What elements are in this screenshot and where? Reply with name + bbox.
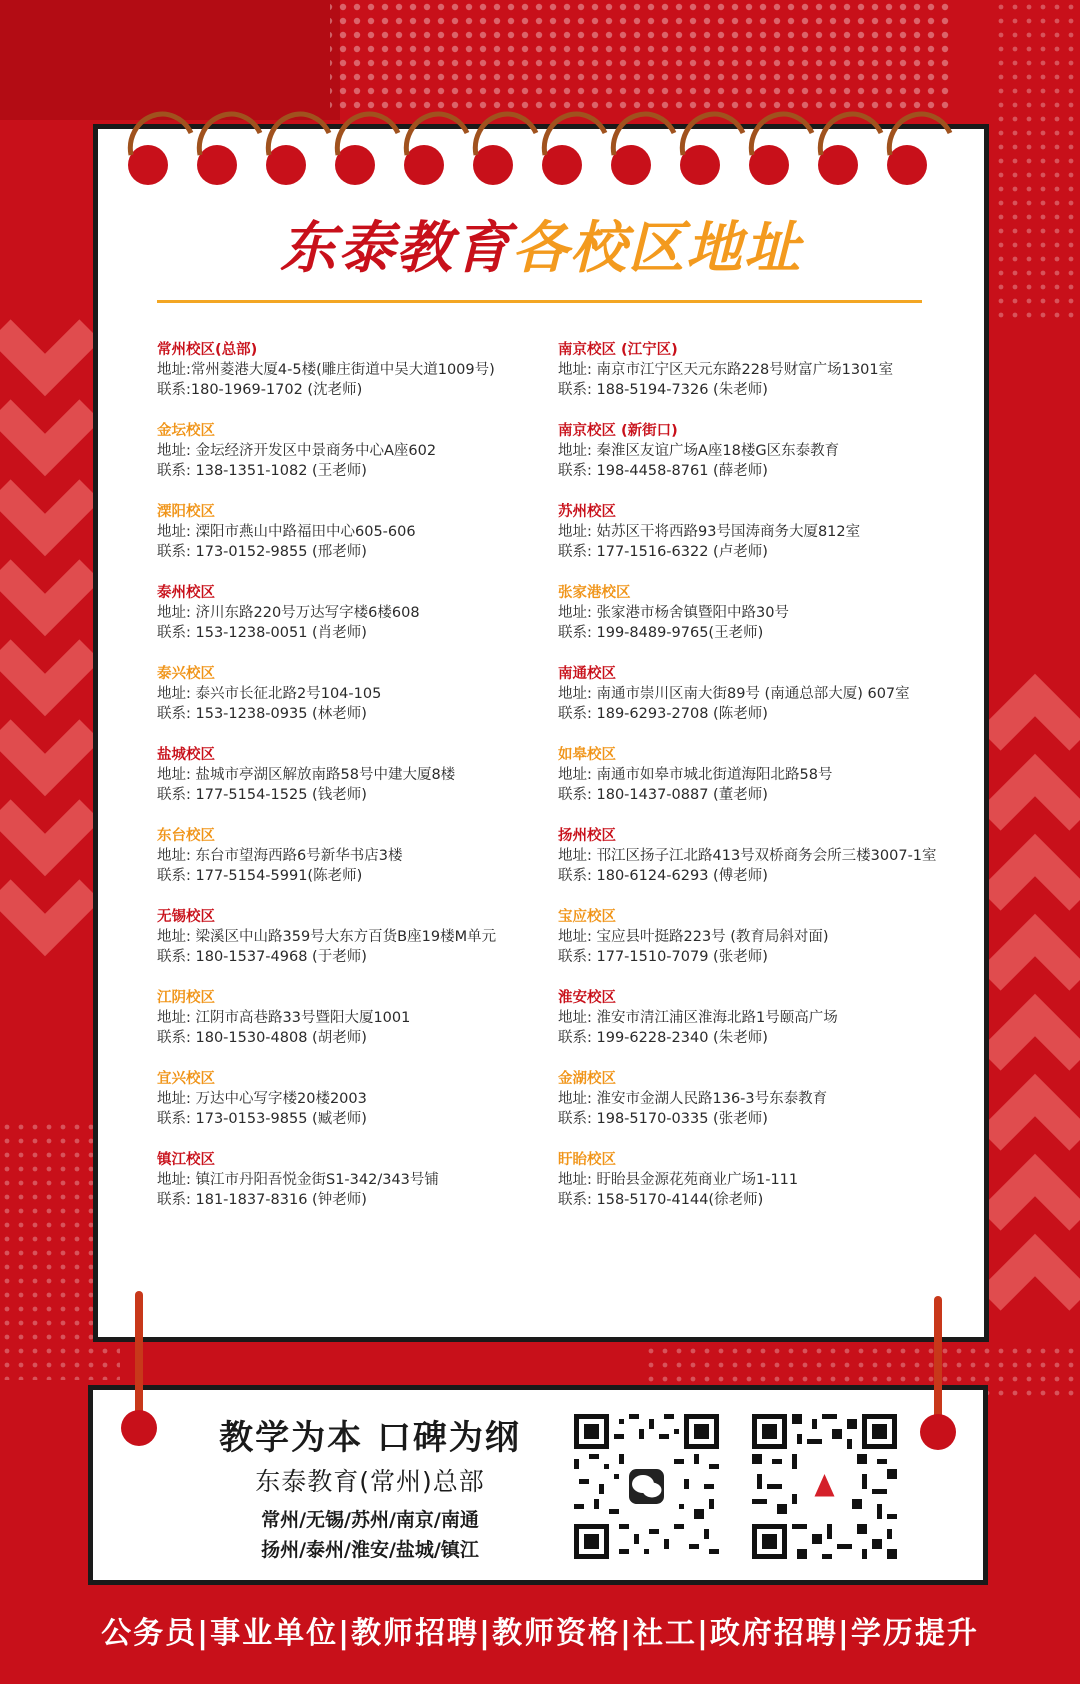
campus-item xyxy=(157,826,577,907)
campus-address: 地址: 盱眙县金源花苑商业广场1-111 xyxy=(558,1172,799,1188)
campus-address: 地址: 姑苏区干将西路93号国涛商务大厦812室 xyxy=(558,524,861,540)
campus-address: 地址: 秦淮区友谊广场A座18楼G区东泰教育 xyxy=(558,443,840,459)
campus-name: 东台校区 xyxy=(157,828,215,844)
campus-item xyxy=(157,1069,577,1150)
campus-contact: 联系: 153-1238-0935 (林老师) xyxy=(157,706,367,722)
campus-item xyxy=(157,583,577,664)
campus-contact: 联系: 173-0152-9855 (邢老师) xyxy=(157,544,367,560)
campus-name: 金坛校区 xyxy=(157,423,215,439)
campus-list-left xyxy=(157,340,577,1231)
campus-contact: 联系: 177-5154-1525 (钱老师) xyxy=(157,787,367,803)
campus-address: 地址: 淮安市清江浦区淮海北路1号颐高广场 xyxy=(558,1010,838,1026)
category-bar: 公务员|事业单位|教师招聘|教师资格|社工|政府招聘|学历提升 xyxy=(101,1616,979,1651)
campus-item xyxy=(558,826,978,907)
campus-name: 泰兴校区 xyxy=(157,666,215,682)
city-list-line: 常州/无锡/苏州/南京/南通 xyxy=(261,1509,479,1531)
campus-item xyxy=(558,502,978,583)
campus-address: 地址: 宝应县叶挺路223号 (教育局斜对面) xyxy=(558,929,829,945)
campus-item xyxy=(558,421,978,502)
campus-contact: 联系: 189-6293-2708 (陈老师) xyxy=(558,706,768,722)
campus-item xyxy=(558,745,978,826)
campus-address: 地址: 淮安市金湖人民路136-3号东泰教育 xyxy=(558,1091,828,1107)
campus-contact: 联系: 198-4458-8761 (薛老师) xyxy=(558,463,768,479)
campus-address: 地址: 邗江区扬子江北路413号双桥商务会所三楼3007-1室 xyxy=(558,848,937,864)
campus-name: 溧阳校区 xyxy=(157,504,215,520)
campus-item xyxy=(558,664,978,745)
campus-contact: 联系: 173-0153-9855 (臧老师) xyxy=(157,1111,367,1127)
campus-name: 宝应校区 xyxy=(558,909,616,925)
campus-address: 地址: 金坛经济开发区中景商务中心A座602 xyxy=(157,443,437,459)
campus-address: 地址: 泰兴市长征北路2号104-105 xyxy=(157,686,382,702)
campus-name: 苏州校区 xyxy=(558,504,616,520)
campus-name: 张家港校区 xyxy=(558,585,631,601)
campus-name: 镇江校区 xyxy=(157,1152,215,1168)
campus-item xyxy=(157,1150,577,1231)
campus-item xyxy=(157,502,577,583)
campus-address: 地址: 东台市望海西路6号新华书店3楼 xyxy=(157,848,403,864)
campus-contact: 联系: 177-1516-6322 (卢老师) xyxy=(558,544,768,560)
campus-address: 地址: 南通市如皋市城北街道海阳北路58号 xyxy=(558,767,833,783)
page-title xyxy=(93,204,989,284)
campus-contact: 联系: 181-1837-8316 (钟老师) xyxy=(157,1192,367,1208)
campus-name: 南京校区 (江宁区) xyxy=(558,342,678,358)
campus-name: 宜兴校区 xyxy=(157,1071,215,1087)
slogan: 教学为本 口碑为纲 xyxy=(219,1418,521,1458)
campus-item xyxy=(558,340,978,421)
campus-item xyxy=(157,745,577,826)
campus-address: 地址: 万达中心写字楼20楼2003 xyxy=(157,1091,367,1107)
campus-name: 常州校区(总部) xyxy=(157,342,258,358)
campus-address: 地址: 梁溪区中山路359号大东方百货B座19楼M单元 xyxy=(157,929,497,945)
campus-name: 江阴校区 xyxy=(157,990,215,1006)
headquarters-name: 东泰教育(常州)总部 xyxy=(255,1467,485,1496)
city-list xyxy=(200,1505,540,1565)
campus-address: 地址: 张家港市杨舍镇暨阳中路30号 xyxy=(558,605,789,621)
campus-name: 盐城校区 xyxy=(157,747,215,763)
campus-contact: 联系: 177-5154-5991(陈老师) xyxy=(157,868,363,884)
campus-contact: 联系: 153-1238-0051 (肖老师) xyxy=(157,625,367,641)
campus-name: 扬州校区 xyxy=(558,828,616,844)
campus-name: 盱眙校区 xyxy=(558,1152,616,1168)
campus-contact: 联系: 158-5170-4144(徐老师) xyxy=(558,1192,764,1208)
campus-contact: 联系: 199-6228-2340 (朱老师) xyxy=(558,1030,768,1046)
campus-name: 金湖校区 xyxy=(558,1071,616,1087)
qr-code-icon xyxy=(752,1414,897,1559)
campus-contact: 联系:180-1969-1702 (沈老师) xyxy=(157,382,363,398)
campus-contact: 联系: 177-1510-7079 (张老师) xyxy=(558,949,768,965)
campus-name: 南通校区 xyxy=(558,666,616,682)
campus-address: 地址: 济川东路220号万达写字楼6楼608 xyxy=(157,605,420,621)
campus-item xyxy=(558,1069,978,1150)
campus-address: 地址: 江阴市高巷路33号暨阳大厦1001 xyxy=(157,1010,411,1026)
campus-contact: 联系: 138-1351-1082 (王老师) xyxy=(157,463,367,479)
title-brand: 东泰教育 xyxy=(280,216,512,281)
campus-item xyxy=(558,1150,978,1231)
wechat-qr-code-icon xyxy=(574,1414,719,1559)
spiral-binding xyxy=(93,95,989,190)
campus-address: 地址:常州菱港大厦4-5楼(雕庄街道中吴大道1009号) xyxy=(157,362,495,378)
campus-name: 泰州校区 xyxy=(157,585,215,601)
campus-address: 地址: 南通市崇川区南大街89号 (南通总部大厦) 607室 xyxy=(558,686,910,702)
campus-item xyxy=(157,988,577,1069)
campus-item xyxy=(157,421,577,502)
campus-contact: 联系: 180-1537-4968 (于老师) xyxy=(157,949,367,965)
campus-item xyxy=(157,340,577,421)
campus-contact: 联系: 188-5194-7326 (朱老师) xyxy=(558,382,768,398)
campus-item xyxy=(157,907,577,988)
city-list-line: 扬州/泰州/淮安/盐城/镇江 xyxy=(261,1539,479,1561)
campus-item xyxy=(558,907,978,988)
campus-name: 南京校区 (新街口) xyxy=(558,423,678,439)
campus-address: 地址: 南京市江宁区天元东路228号财富广场1301室 xyxy=(558,362,894,378)
campus-name: 淮安校区 xyxy=(558,990,616,1006)
campus-item xyxy=(558,583,978,664)
campus-list-right xyxy=(558,340,978,1231)
campus-contact: 联系: 199-8489-9765(王老师) xyxy=(558,625,764,641)
campus-address: 地址: 盐城市亭湖区解放南路58号中建大厦8楼 xyxy=(157,767,456,783)
campus-contact: 联系: 180-1530-4808 (胡老师) xyxy=(157,1030,367,1046)
campus-contact: 联系: 180-6124-6293 (傅老师) xyxy=(558,868,768,884)
title-divider xyxy=(157,300,922,303)
title-subject: 各校区地址 xyxy=(512,216,802,281)
campus-item xyxy=(157,664,577,745)
campus-contact: 联系: 198-5170-0335 (张老师) xyxy=(558,1111,768,1127)
campus-name: 无锡校区 xyxy=(157,909,215,925)
campus-address: 地址: 镇江市丹阳吾悦金街S1-342/343号铺 xyxy=(157,1172,439,1188)
campus-contact: 联系: 180-1437-0887 (董老师) xyxy=(558,787,768,803)
campus-name: 如皋校区 xyxy=(558,747,616,763)
campus-item xyxy=(558,988,978,1069)
campus-address: 地址: 溧阳市燕山中路福田中心605-606 xyxy=(157,524,416,540)
